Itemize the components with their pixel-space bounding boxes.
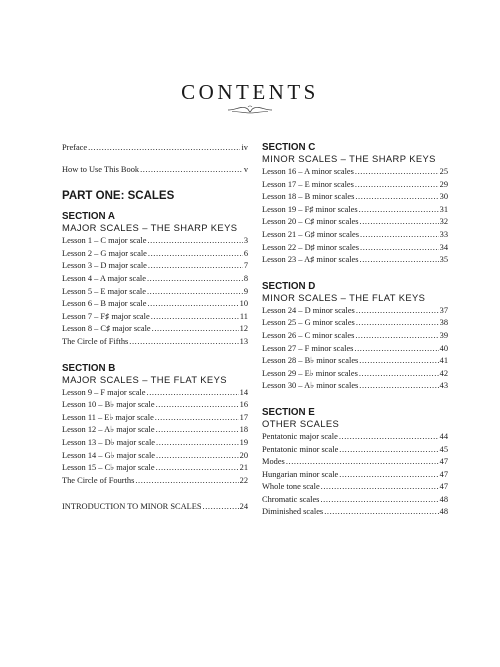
leader-dots (355, 330, 438, 343)
entry-title: Lesson 22 – D♯ minor scales (262, 242, 359, 252)
leader-dots (156, 450, 239, 463)
entry-title: Lesson 1 – C major scale (62, 236, 147, 246)
entry-title: Lesson 28 – B♭ minor scales (262, 356, 359, 366)
section-heading: SECTION D (262, 280, 316, 292)
entry-title: Lesson 13 – D♭ major scale (62, 437, 156, 447)
leader-dots (156, 399, 239, 412)
entry-page: 47 (439, 482, 448, 492)
entry-page: 48 (439, 507, 448, 517)
leader-dots (359, 368, 439, 381)
section-heading: SECTION E (262, 406, 315, 418)
leader-dots (147, 235, 242, 248)
entry-page: 25 (439, 167, 448, 176)
section-b-entries (62, 387, 248, 488)
entry-title: Lesson 17 – E minor scales (262, 179, 354, 189)
entry-title: Lesson 3 – D major scale (62, 261, 147, 271)
entry-title: Lesson 16 – A minor scales (262, 167, 354, 176)
leader-dots (360, 242, 439, 255)
page-title: CONTENTS (181, 80, 319, 104)
entry-title: Lesson 10 – B♭ major scale (62, 400, 155, 410)
section-e-entries (262, 431, 448, 519)
toc-entry[interactable] (62, 412, 248, 425)
leader-dots (360, 229, 439, 242)
toc-entry[interactable] (62, 323, 248, 336)
entry-page: 40 (439, 343, 448, 353)
entry-page: 10 (239, 299, 248, 309)
leader-dots (355, 191, 438, 204)
entry-page: 32 (439, 217, 448, 227)
toc-entry[interactable] (62, 248, 248, 261)
leader-dots (339, 431, 439, 444)
entry-title: Diminished scales (262, 507, 324, 517)
leader-dots (339, 469, 438, 482)
section-heading: SECTION C (262, 142, 316, 153)
entry-title: Lesson 9 – F major scale (62, 387, 146, 397)
toc-entry[interactable] (262, 368, 448, 381)
section-c (262, 142, 448, 267)
left-column (62, 142, 248, 514)
entry-page: 22 (239, 475, 248, 485)
leader-dots (148, 248, 243, 261)
entry-page: 45 (439, 444, 448, 454)
leader-dots (156, 462, 239, 475)
entry-title: Pentatonic minor scale (262, 444, 339, 454)
leader-dots (140, 164, 243, 177)
toc-entry[interactable] (262, 506, 448, 519)
toc-entry[interactable] (262, 242, 448, 255)
entry-page: 31 (439, 204, 448, 214)
entry-title: Lesson 14 – G♭ major scale (62, 450, 156, 460)
entry-page: 43 (439, 381, 448, 391)
leader-dots (339, 444, 438, 457)
leader-dots (152, 323, 239, 336)
leader-dots (148, 260, 243, 273)
leader-dots (286, 456, 439, 469)
entry-title: Lesson 8 – C♯ major scale (62, 324, 151, 334)
entry-title: INTRODUCTION TO MINOR SCALES (62, 502, 202, 512)
leader-dots (355, 179, 439, 192)
entry-page: 44 (439, 431, 448, 441)
leader-dots (359, 204, 439, 217)
toc-entry[interactable] (262, 380, 448, 393)
entry-title: Modes (262, 457, 285, 467)
leader-dots (155, 412, 239, 425)
entry-title: Chromatic scales (262, 494, 320, 504)
entry-title: Lesson 25 – G minor scales (262, 318, 355, 328)
leader-dots (359, 380, 438, 393)
entry-page: 3 (243, 236, 248, 246)
toc-entry[interactable] (262, 431, 448, 444)
leader-dots (156, 424, 239, 437)
toc-entry-how-to[interactable] (62, 164, 248, 177)
entry-page: 39 (439, 330, 448, 340)
entry-title: Lesson 30 – A♭ minor scales (262, 381, 359, 391)
entry-title: Hungarian minor scale (262, 469, 339, 479)
entry-title: Lesson 27 – F minor scales (262, 343, 354, 353)
toc-entry[interactable] (262, 481, 448, 494)
entry-page: 14 (239, 387, 248, 397)
section-a-entries (62, 235, 248, 348)
section-subheading: OTHER SCALES (262, 417, 340, 429)
entry-page: 41 (439, 356, 448, 366)
entry-title: Lesson 6 – B major scale (62, 299, 147, 309)
entry-page: iv (241, 143, 248, 152)
leader-dots (135, 475, 238, 488)
entry-title: Lesson 29 – E♭ minor scales (262, 368, 358, 378)
toc-entry[interactable] (262, 444, 448, 457)
toc-entry[interactable] (262, 469, 448, 482)
entry-title: Lesson 11 – E♭ major scale (62, 412, 154, 422)
entry-page: 47 (439, 469, 448, 479)
entry-page: 12 (239, 324, 248, 334)
toc-entry[interactable] (262, 216, 448, 229)
entry-page: 7 (243, 261, 248, 271)
leader-dots (88, 142, 240, 155)
toc-entry[interactable] (62, 260, 248, 273)
entry-title: Lesson 18 – B minor scales (262, 192, 355, 202)
entry-page: 34 (439, 242, 448, 252)
entry-title: Lesson 24 – D minor scales (262, 305, 355, 315)
toc-entry[interactable] (62, 437, 248, 450)
entry-title: Lesson 7 – F♯ major scale (62, 311, 150, 321)
section-heading: SECTION A (62, 211, 115, 223)
part-heading: PART ONE: SCALES (62, 190, 175, 203)
entry-page: 38 (439, 318, 448, 328)
toc-entry[interactable] (262, 494, 448, 507)
entry-page: 24 (239, 502, 248, 512)
toc-entry[interactable] (62, 298, 248, 311)
entry-page: 8 (243, 273, 248, 283)
section-subheading: MINOR SCALES – THE SHARP KEYS (262, 153, 436, 164)
toc-entry[interactable] (62, 462, 248, 475)
toc-entry[interactable] (62, 475, 248, 488)
toc-entry-intro-minor[interactable] (62, 501, 248, 514)
flourish-ornament-icon (226, 104, 274, 116)
leader-dots (147, 387, 239, 400)
leader-dots (360, 216, 439, 229)
entry-page: 16 (239, 400, 248, 410)
toc-entry[interactable] (262, 179, 448, 192)
entry-page: 9 (243, 286, 248, 296)
entry-title: Lesson 4 – A major scale (62, 273, 146, 283)
toc-entry[interactable] (262, 330, 448, 343)
section-subheading: MINOR SCALES – THE FLAT KEYS (262, 291, 426, 303)
leader-dots (324, 506, 438, 519)
entry-title: The Circle of Fifths (62, 336, 129, 346)
toc-entry[interactable] (262, 343, 448, 356)
section-d (262, 281, 448, 393)
toc-entry[interactable] (262, 355, 448, 368)
entry-title: Lesson 15 – C♭ major scale (62, 463, 155, 473)
entry-title: Lesson 5 – E major scale (62, 286, 146, 296)
right-column (262, 142, 448, 519)
toc-entry[interactable] (62, 399, 248, 412)
entry-title: Lesson 23 – A♯ minor scales (262, 255, 359, 265)
section-a (62, 211, 248, 348)
leader-dots (203, 501, 239, 514)
toc-entry[interactable] (262, 456, 448, 469)
toc-entry[interactable] (262, 317, 448, 330)
section-e (262, 407, 448, 519)
toc-entry[interactable] (62, 286, 248, 299)
toc-entry[interactable] (62, 336, 248, 349)
leader-dots (354, 343, 438, 356)
entry-title: Pentatonic major scale (262, 431, 338, 441)
leader-dots (360, 254, 439, 267)
entry-page: 42 (439, 368, 448, 378)
leader-dots (355, 166, 439, 179)
section-heading: SECTION B (62, 362, 116, 374)
entry-page: 29 (439, 179, 448, 189)
toc-entry[interactable] (62, 235, 248, 248)
section-d-entries (262, 305, 448, 393)
toc-entry-preface[interactable] (62, 142, 248, 155)
toc-entry[interactable] (262, 254, 448, 267)
entry-page: 30 (439, 192, 448, 202)
leader-dots (356, 305, 439, 318)
entry-page: 47 (439, 457, 448, 467)
entry-title: Lesson 19 – F♯ minor scales (262, 204, 358, 214)
entry-title: The Circle of Fourths (62, 475, 135, 485)
entry-title: Lesson 20 – C♯ minor scales (262, 217, 359, 227)
leader-dots (147, 273, 243, 286)
entry-title: Lesson 26 – C minor scales (262, 330, 355, 340)
toc-entry[interactable] (262, 166, 448, 179)
entry-page: 35 (439, 255, 448, 265)
entry-title: Whole tone scale (262, 482, 320, 492)
toc-entry[interactable] (262, 305, 448, 318)
toc-entry[interactable] (62, 311, 248, 324)
toc-entry[interactable] (62, 424, 248, 437)
toc-entry[interactable] (262, 229, 448, 242)
toc-entry[interactable] (262, 191, 448, 204)
leader-dots (129, 336, 238, 349)
entry-page: 13 (239, 336, 248, 346)
entry-title: Lesson 12 – A♭ major scale (62, 425, 155, 435)
entry-page: 48 (439, 494, 448, 504)
entry-page: v (243, 164, 248, 174)
leader-dots (151, 311, 239, 324)
toc-entry[interactable] (62, 387, 248, 400)
entry-page: 11 (239, 311, 248, 321)
toc-entry[interactable] (62, 450, 248, 463)
entry-page: 37 (439, 305, 448, 315)
entry-page: 20 (239, 450, 248, 460)
leader-dots (359, 355, 438, 368)
section-b (62, 363, 248, 488)
entry-page: 21 (239, 463, 248, 473)
entry-page: 19 (239, 437, 248, 447)
leader-dots (321, 481, 439, 494)
leader-dots (147, 286, 243, 299)
leader-dots (147, 298, 238, 311)
entry-page: 18 (239, 425, 248, 435)
section-subheading: MAJOR SCALES – THE SHARP KEYS (62, 222, 238, 234)
entry-title: Preface (62, 143, 88, 152)
section-c-entries (262, 166, 448, 267)
entry-title: Lesson 21 – G♯ minor scales (262, 229, 359, 239)
entry-title: Lesson 2 – G major scale (62, 248, 147, 258)
entry-title: How to Use This Book (62, 164, 140, 174)
leader-dots (156, 437, 239, 450)
leader-dots (356, 317, 439, 330)
toc-entry[interactable] (62, 273, 248, 286)
entry-page: 6 (243, 248, 248, 258)
toc-entry[interactable] (262, 204, 448, 217)
entry-page: 33 (439, 229, 448, 239)
leader-dots (320, 494, 438, 507)
entry-page: 17 (239, 412, 248, 422)
section-subheading: MAJOR SCALES – THE FLAT KEYS (62, 373, 227, 385)
